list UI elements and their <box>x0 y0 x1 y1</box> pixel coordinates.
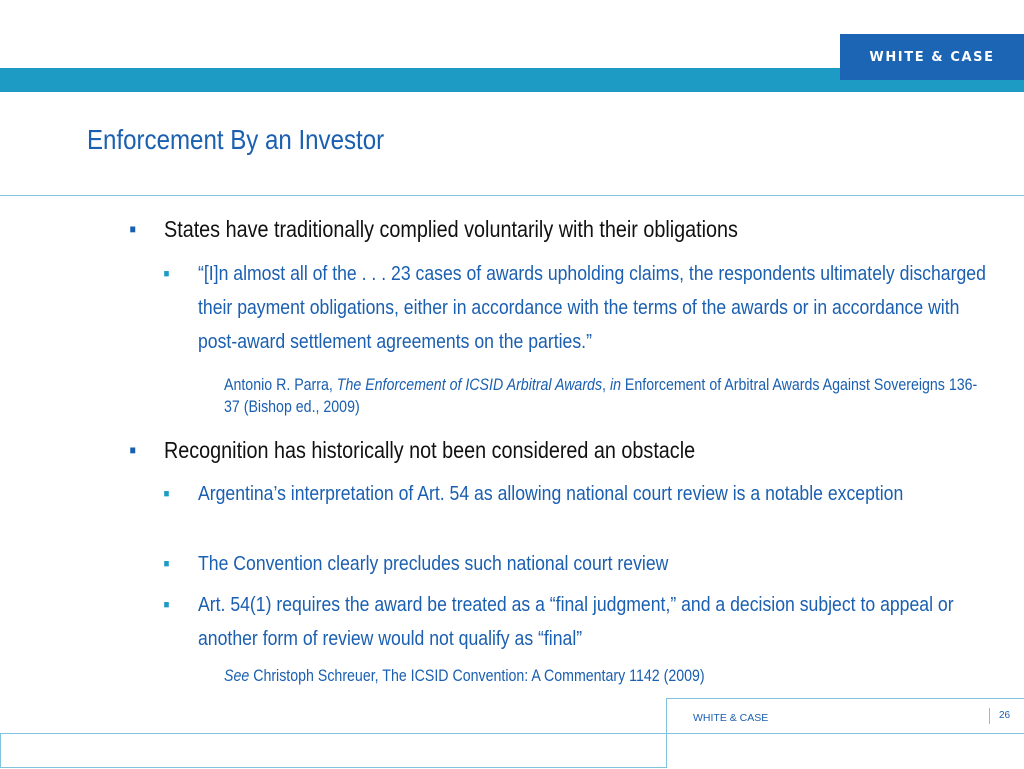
bullet-marker-icon: ■ <box>163 488 170 500</box>
slide-title: Enforcement By an Investor <box>87 124 385 155</box>
bullet-text: States have traditionally complied voluntarily with their obligations <box>164 216 738 242</box>
bullet-l2-quote <box>163 257 998 359</box>
bullet-marker-icon: ■ <box>163 268 170 280</box>
citation-work: The Enforcement of ICSID Arbitral Awards <box>336 376 603 394</box>
bullet-l2-art54 <box>163 588 998 656</box>
bullet-l1-complied <box>129 214 818 244</box>
bullet-marker-icon: ■ <box>129 222 136 236</box>
bullet-text: Argentina’s interpretation of Art. 54 as allowing national court review is a notable exception <box>198 482 904 505</box>
citation-in: in <box>609 376 621 394</box>
bullet-marker-icon: ■ <box>163 599 170 611</box>
citation-see: See <box>224 667 250 685</box>
firm-logo: WHITE & CASE <box>840 34 1024 80</box>
citation-author: Antonio R. Parra, <box>224 376 337 394</box>
footer <box>666 698 1024 737</box>
citation-sep: , <box>602 376 610 394</box>
footer-firm-name: WHITE & CASE <box>693 712 769 724</box>
bullet-marker-icon: ■ <box>163 558 170 570</box>
footer-divider <box>989 708 990 724</box>
bullet-text: Art. 54(1) requires the award be treated as a “final judgment,” and a decision subject to appeal or another form of review would not qualify as “final” <box>198 593 954 650</box>
bottom-box <box>0 733 667 768</box>
citation-parra <box>224 374 981 418</box>
title-divider <box>0 195 1024 196</box>
bullet-l2-convention <box>163 547 998 581</box>
citation-rest: Christoph Schreuer, The ICSID Convention: A Commentary 1142 (2009) <box>249 667 705 685</box>
page-number: 26 <box>999 710 1011 721</box>
bullet-text: “[I]n almost all of the . . . 23 cases of awards upholding claims, the respondents ultimately discharged their payment obligations, either in accordance with the terms of the awards or in accordance with post-award settlement agreements on the parties.” <box>198 262 986 353</box>
bullet-l2-argentina <box>163 477 998 511</box>
citation-rest: Enforcement of Arbitral Awards Against Sovereigns 136-37 (Bishop ed., 2009) <box>224 376 978 416</box>
bullet-text: Recognition has historically not been considered an obstacle <box>164 437 696 463</box>
bullet-l1-recognition <box>129 435 818 465</box>
bullet-text: The Convention clearly precludes such national court review <box>198 552 669 575</box>
bullet-marker-icon: ■ <box>129 443 136 457</box>
citation-schreuer <box>224 665 981 687</box>
